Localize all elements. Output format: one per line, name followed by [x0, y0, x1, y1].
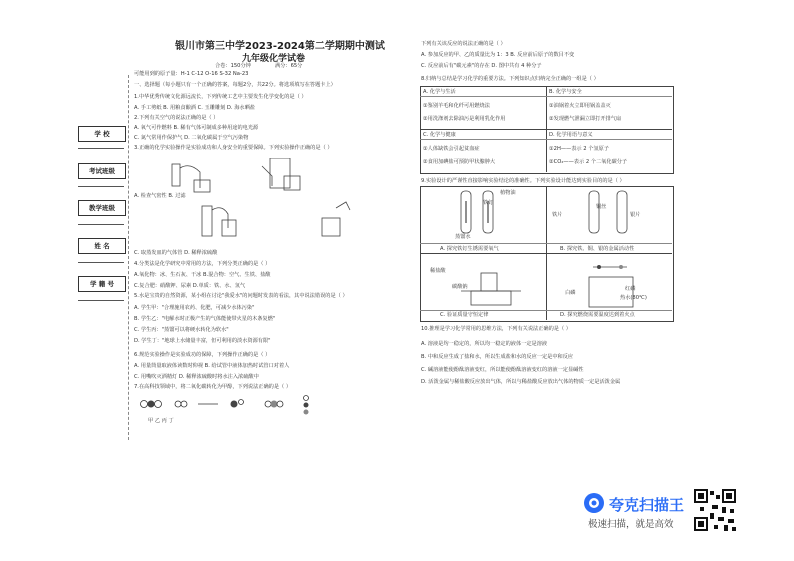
left-text-line: C.复合肥：硝酸钾、尿素 D.单质：铁、水、氢气: [134, 283, 246, 289]
q9-d-label-white-p: 白磷: [565, 290, 576, 296]
q8-b2: ②发现燃气泄漏立即打开排气扇: [549, 116, 622, 122]
q7-molecule-figure: [138, 394, 348, 416]
left-text-line: D. 学生丁："地球上水储量丰富，但可利用的淡水资源有限": [134, 338, 271, 344]
q9-c-caption: C. 验证质量守恒定律: [440, 312, 489, 318]
right-text-line: C. 反应前后有"碳元素"的存在 D. 图中共有 4 种分子: [421, 63, 542, 69]
left-text-line: A.氧化物：冰、生石灰、干冰 B.混合物：空气、生铁、盐酸: [134, 272, 271, 278]
name-line: [78, 262, 124, 263]
q8-c-head: C. 化学与健康: [423, 132, 456, 138]
right-text-line: 下列有关该反应的说法正确的是（ ）: [421, 41, 506, 47]
page-subtitle: 九年级化学试卷: [242, 54, 306, 64]
left-text-line: A. 用量筒量取液体读数时仰视 B. 给试管中液体加热时试管口对着人: [134, 363, 290, 369]
teach-class-label: 教学班级: [78, 200, 126, 216]
q8-head-line-2: [420, 139, 672, 140]
left-text-line: C. 氮气常用作保护气 D. 二氧化碳属于空气污染物: [134, 135, 249, 141]
q9-b-label-cu: 铜丝: [596, 204, 607, 210]
q9-b-label-ag: 银片: [630, 212, 641, 218]
left-text-line: A. 检查气密性 B. 过滤: [134, 193, 186, 199]
exam-time: 合卷：150分钟: [215, 63, 251, 69]
student-no-line: [78, 300, 124, 301]
left-text-line: 5.水是宝贵的自然资源，某小组在讨论"我爱水"的问题时发表的看法，其中说法错误的是（ ）: [134, 293, 348, 299]
right-text-line: B. 中和反应生成了盐和水，所以生成盐和水的反应一定是中和反应: [421, 354, 574, 360]
q9-a-label-oil: 植物油: [500, 190, 516, 196]
q9-d-label-red-p: 红磷: [625, 286, 636, 292]
q8-d1: ①2H——表示 2 个氢原子: [549, 146, 609, 152]
q8-b-head: B. 化学与安全: [549, 89, 582, 95]
right-text-line: 8.归纳与总结是学习化学的重要方法。下列知识点归纳完全正确的一组是（ ）: [421, 76, 599, 82]
qr-code-icon: [694, 489, 736, 531]
left-text-line: 1.中华优秀传统文化源远流长，下列传统工艺中主要发生化学变化的是（ ）: [134, 94, 307, 100]
left-text-line: A. 学生甲："合理施用农药、化肥，可减少水体污染": [134, 305, 255, 311]
q8-b1: ①油锅着火立即用锅盖盖灭: [549, 103, 611, 109]
right-text-line: A. 参加反应的甲、乙的质量比为 1：3 B. 反应前后原子的数目不变: [421, 52, 575, 58]
right-text-line: D. 活泼金属与稀盐酸反应放出气体，所以与稀盐酸反应放出气体的物质一定是活泼金属: [421, 379, 621, 385]
left-text-line: 6.规范实验操作是实验成功的保障，下列操作正确的是（ ）: [134, 352, 271, 358]
q8-d2: ②CO₂——表示 2 个二氧化碳分子: [549, 159, 628, 165]
left-text-line: 甲 乙 丙 丁: [148, 418, 174, 424]
right-text-line: 10.推理是学习化学常用的思维方法，下列有关说法正确的是（ ）: [421, 326, 571, 332]
q8-a-head: A. 化学与生活: [423, 89, 456, 95]
q9-b-caption: B. 探究铁、铜、银的金属活动性: [560, 246, 635, 252]
right-text-line: C. 碱溶液能使酚酞溶液变红，所以能使酚酞溶液变红的溶液一定显碱性: [421, 367, 584, 373]
name-label: 姓 名: [78, 238, 126, 254]
q8-head-line-1: [420, 96, 672, 97]
fold-line: [128, 75, 129, 440]
q8-c1: ①人体缺铁会引起贫血症: [423, 146, 480, 152]
brand-slogan: 极速扫描，就是高效: [588, 519, 674, 530]
q9-a-label-water: 蒸馏水: [455, 234, 471, 240]
school-line: [78, 148, 124, 149]
right-text-line: A. 溶液是均一稳定的，所以均一稳定的液体一定是溶液: [421, 341, 548, 347]
left-text-line: 2.下列有关空气的说法正确的是（ ）: [134, 115, 219, 121]
exam-class-label: 考试班级: [78, 163, 126, 179]
atomic-masses: 可能用到的原子量：H-1 C-12 O-16 S-32 Na-23: [134, 71, 249, 77]
q3-figure: [150, 158, 390, 250]
left-text-line: C. 用嘴吹灭酒精灯 D. 稀释浓硫酸时将水注入浓硫酸中: [134, 374, 259, 380]
q8-a1: ①鉴别羊毛和化纤可用燃烧法: [423, 103, 490, 109]
q8-c2: ②食用加碘盐可预防甲状腺肿大: [423, 159, 496, 165]
left-text-line: 3.正确的化学实验操作是实验成功和人身安全的重要保障。下列实验操作正确的是（ ）: [134, 145, 333, 151]
left-text-line: C. 取蒸发皿的气体管 D. 稀释浓硫酸: [134, 250, 218, 256]
left-text-line: A. 手工剪纸 B. 用粮食酿酒 C. 玉雕雕刻 D. 海水晒盐: [134, 105, 255, 111]
student-no-label: 学 籍 号: [78, 276, 126, 292]
q8-divider-h: [420, 129, 672, 130]
exam-class-line: [78, 186, 124, 187]
brand-name: 夸克扫描王: [609, 496, 685, 514]
exam-score: 满分：65分: [275, 63, 303, 69]
q9-d-caption: D. 探究燃烧需要温度达到着火点: [560, 312, 635, 318]
q9-b-label-fe: 铁片: [552, 212, 563, 218]
q9-c-label-acid: 稀盐酸: [430, 268, 446, 274]
school-label: 学 校: [78, 126, 126, 142]
q9-a-label-nail: 铁钉: [483, 200, 494, 206]
left-text-line: 一、选择题（每小题只有一个正确的答案，每题2分，共22分。将选项填写在答题卡上）: [134, 82, 336, 88]
page-title: 银川市第三中学2023-2024第二学期期中测试: [175, 41, 385, 52]
left-text-line: 7.在高科技领域中，将二氧化碳转化为甲醇，下列说法正确的是（ ）: [134, 384, 292, 390]
q8-a2: ②用洗涤剂去除油污是利用乳化作用: [423, 116, 506, 122]
q9-c-label-na2co3: 碳酸钠: [452, 284, 468, 290]
q8-d-head: D. 化学用语与意义: [549, 132, 593, 138]
left-text-line: 4.分类法是化学研究中常用的方法，下列分类正确的是（ ）: [134, 261, 271, 267]
quark-scanner-logo-icon: [583, 492, 605, 514]
left-text-line: C. 学生丙："蒸馏可以将硬水转化为软水": [134, 327, 229, 333]
q9-a-caption: A. 探究铁钉生锈需要氧气: [440, 246, 499, 252]
teach-class-line: [78, 224, 124, 225]
right-text-line: 9.实验设计的严谨性直接影响实验结论的准确性。下列实验设计能达到实验目的的是（ ）: [421, 178, 625, 184]
q9-d-label-hot-water: 热水(80℃): [620, 295, 647, 301]
left-text-line: A. 氧气可作燃料 B. 稀有气体可制成多种用途的电光源: [134, 125, 259, 131]
left-text-line: B. 学生乙："电解水时正极产生的气体能使带火星的木条复燃": [134, 316, 276, 322]
